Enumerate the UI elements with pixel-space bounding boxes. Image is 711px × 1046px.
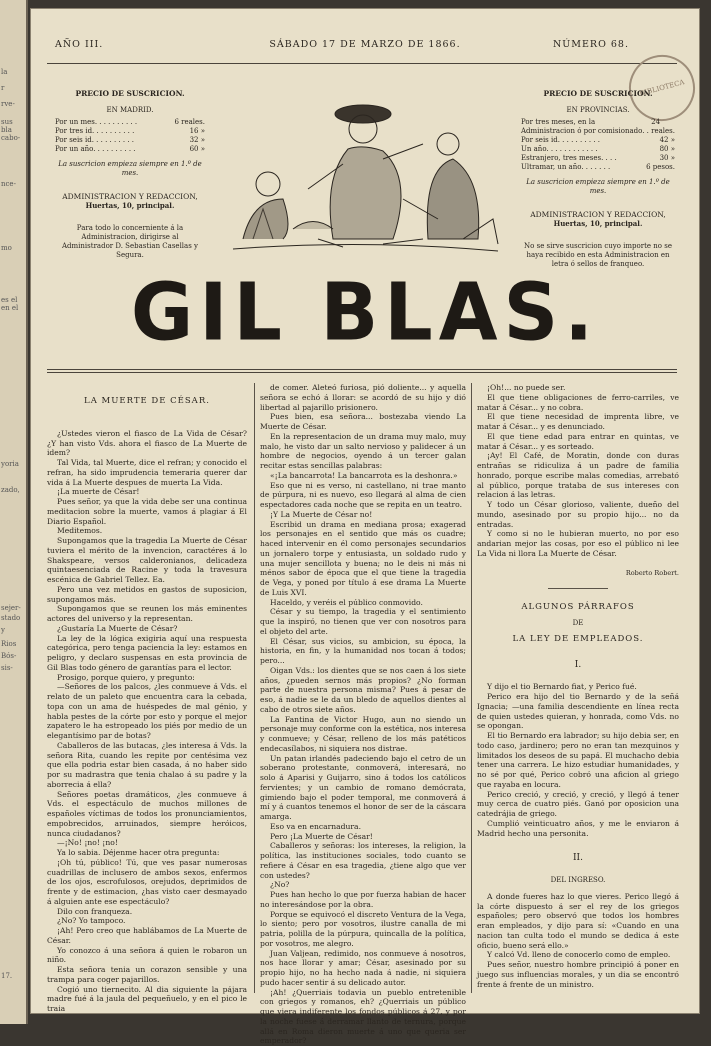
article-paragraph: «¡La bancarrota! La bancarrota es la deshonra.» [260, 471, 466, 481]
article-paragraph: de comer. Aleteó furiosa, pió doliente... y aquella señora se echó á llorar: se acordó de su hijo y dió libertad al pajarillo prisionero. [260, 383, 466, 412]
masthead-illustration [223, 89, 505, 257]
article-paragraph: Meditemos. [47, 526, 247, 536]
article-paragraph: Yo conozco á una señora á quien le robaron un niño. [47, 946, 247, 966]
price-row [55, 136, 205, 145]
article-paragraph: Señores poetas dramáticos, ¿les conmueve á Vds. el espectáculo de muchos millones de españoles víctimas de todos los pronunciamientos, empobrecidos, arruinados, siempre heróicos, nunca ciudadanos? [47, 790, 247, 839]
left-page-fragment: es el [1, 296, 17, 304]
subscription-region: EN PROVINCIAS. [521, 106, 675, 115]
article-paragraph: Pero ¡La Muerte de César! [260, 832, 466, 842]
article-paragraph: Eso va en encarnadura. [260, 822, 466, 832]
section-subheading: DEL INGRESO. [477, 876, 679, 886]
article-paragraph: Escribid un drama en mediana prosa; exagerad los personajes en el sentido que más os cuadre; haced intervenir en él como personajes secundarios un jornalero torpe y entusiasta, un soldado rudo y una mujer sencillota y buena; no le deis ni más ni ménos sabor de época que el que tiene la tragedia de Vega, y poned por título á ese drama La Muerte de Luis XVI. [260, 520, 466, 598]
price-row [55, 127, 205, 136]
article-paragraph: ¿No? [260, 880, 466, 890]
subscription-title: PRECIO DE SUSCRICION. [521, 89, 675, 98]
article-column-1 [47, 383, 247, 995]
left-page-fragment: y [1, 626, 5, 634]
article-paragraph: El que tiene edad para entrar en quintas, ve matar á César... y es sorteado. [477, 432, 679, 452]
price-period: Por tres id. . . . . . . . . . [55, 127, 134, 136]
article-paragraph: Supongamos que la tragedia La Muerte de César tuviera el mérito de la invencion, caractéres á lo Shakspeare, versos calderonianos, delicadeza quintaesenciada de Racine y toda la travesura escénica de Gabriel Tellez. Ea. [47, 536, 247, 585]
price-amount: 6 pesos. [646, 163, 675, 172]
price-period: Por un mes. . . . . . . . . . [55, 118, 137, 127]
price-row [55, 145, 205, 154]
article-paragraph: El que tiene obligaciones de ferro-carriles, ve matar á César... y no cobra. [477, 393, 679, 413]
price-period: Por un año. . . . . . . . . . [55, 145, 136, 154]
subscription-box-madrid [55, 89, 205, 260]
left-page-fragment: r [1, 84, 4, 92]
left-page-fragment: zado, [1, 486, 20, 494]
column-divider [471, 383, 472, 993]
left-page-fragment: la [1, 68, 7, 76]
left-page-fragment: 17. [1, 972, 12, 980]
price-period: Por seis id. . . . . . . . . . [55, 136, 134, 145]
left-page-fragment: cabo- [1, 134, 20, 142]
left-page-fragment: Rios [1, 640, 16, 648]
article-paragraph: —Señores de los palcos, ¿les conmueve á Vds. el relato de un paleto que encuentra cara la cebada, topa con un ama de huéspedes de mal génio, y habla pestes de la córte por esto y porque el mejor zapatero le ha estropeado los piés por medio de un elegantísimo par de botas? [47, 682, 247, 741]
price-row [521, 145, 675, 154]
article-paragraph: Pues han hecho lo que por fuerza habian de hacer no interesándose por la obra. [260, 890, 466, 910]
article-paragraph: César y su tiempo, la tragedia y el sentimiento que la inspiró, no tienen que ver con nosotros para el objeto del arte. [260, 607, 466, 636]
price-period: Un año. . . . . . . . . . . . [521, 145, 598, 154]
article-paragraph: ¡Oh!... no puede ser. [477, 383, 679, 393]
article-paragraph: ¡Y La Muerte de César no! [260, 510, 466, 520]
article-paragraph: Prosigo, porque quiero, y pregunto: [47, 673, 247, 683]
left-page-fragment: nce- [1, 180, 16, 188]
price-amount: 16 » [190, 127, 205, 136]
price-row [521, 163, 675, 172]
article-paragraph: —¡No! ¡no! ¡no! [47, 838, 247, 848]
price-row [55, 118, 205, 127]
article-paragraph: La Fantina de Victor Hugo, aun no siendo un personaje muy conforme con la estética, nos interesa y conmueve; y César, relleno de los más patéticos endecasílabos, ni siquiera nos distrae. [260, 715, 466, 754]
section-rule [548, 588, 608, 589]
column-divider [254, 383, 255, 993]
issue-year: AÑO III. [55, 39, 103, 50]
article-paragraph: Pues señor, nuestro hombre principió á poner en juego sus influencias morales, y un dia se encontró frente á frente de un ministro. [477, 960, 679, 989]
header-rule [47, 63, 677, 64]
left-page-fragment: Bós- [1, 652, 16, 660]
price-period: Por seis id. . . . . . . . . . [521, 136, 600, 145]
administration-address: Huertas, 10, principal. [55, 201, 205, 210]
left-page-fragment: mo [1, 244, 12, 252]
article-paragraph: Supongamos que se reunen los más eminentes actores del universo y la representan. [47, 604, 247, 624]
article-column-2 [260, 383, 466, 995]
price-amount: 24 reales. [651, 118, 675, 136]
article-paragraph: Tal Vida, tal Muerte, dice el refran; y conocido el refran, ha sido imprudencia temeraria querer dar vida á La Muerte despues de muerta La Vida. [47, 458, 247, 487]
article-paragraph: La ley de la lógica exigiria aquí una respuesta categórica, pero tenga paciencia la ley: estamos en peligro, y declaro suspensas en esta provincia de Gil Blas todo género de garantías para el lector. [47, 634, 247, 673]
article-heading-connector: DE [477, 619, 679, 629]
price-amount: 30 » [660, 154, 675, 163]
left-page-fragment: en el [1, 304, 18, 312]
article-paragraph: Caballeros de las butacas, ¿les interesa á Vds. la señora Rita, cuando les repite por centésima vez que ella podria estar bien casada, á no haber sido por su madrastra que tenia chalao á su padre y la aborrecia á ella? [47, 741, 247, 790]
article-paragraph: Caballeros y señoras: los intereses, la religion, la política, las instituciones sociales, todo cuanto se refiere á César en esa tragedia, ¿tiene algo que ver con ustedes? [260, 841, 466, 880]
price-amount: 42 » [660, 136, 675, 145]
article-paragraph: ¡Ah! ¿Querriais todavia un pueblo entretenible con griegos y romanos, eh? ¿Querriais un público que viera indiferente los fondos públicos á 27, y por la noche fuese á derramar llanto de ternura, porque allá en Roma dieron muerte á uno que queria ser emperador? [260, 988, 466, 1046]
administration-address: Huertas, 10, principal. [521, 219, 675, 228]
article-heading: ALGUNOS PÁRRAFOS [477, 603, 679, 613]
subscription-condition: La suscricion empieza siempre en 1.º de mes. [521, 178, 675, 196]
article-paragraph: ¡Ay! El Café, de Moratin, donde con duras entrañas se ridiculiza á un padre de familia honrado, porque escribe malas comedias, arrebató al público, porque trataba de sus intereses con relacion á las letras. [477, 451, 679, 500]
article-heading: LA MUERTE DE CÉSAR. [47, 397, 247, 407]
article-paragraph: Y dijo el tio Bernardo fiat, y Perico fué. [477, 682, 679, 692]
subscription-region: EN MADRID. [55, 106, 205, 115]
article-paragraph: ¿Gustaría La Muerte de César? [47, 624, 247, 634]
article-heading: LA LEY DE EMPLEADOS. [477, 635, 679, 645]
library-stamp: BIBLIOTECA [622, 48, 703, 129]
article-paragraph: ¡Oh tú, público! Tú, que ves pasar numerosas cuadrillas de inclusero de ambos sexos, enfermos de los ojos, escrofulosos, orejudos, deprimidos de frente y de estimacion, ¿has visto caer desmayado á alguien ante ese espectáculo? [47, 858, 247, 907]
issue-date: SÁBADO 17 DE MARZO DE 1866. [31, 39, 699, 50]
price-amount: 32 » [190, 136, 205, 145]
adjacent-page-edge [0, 0, 28, 1024]
left-page-fragment: bla [1, 126, 12, 134]
price-period: Estranjero, tres meses. . . . [521, 154, 617, 163]
price-amount: 80 » [660, 145, 675, 154]
administration-label: ADMINISTRACION Y REDACCION, [55, 192, 205, 201]
article-paragraph: El tio Bernardo era labrador; su hijo debia ser, en todo caso, jardinero; pero no eran tan mezquinos y limitados los deseos de su papá. El muchacho debia tener una carrera. Le hizo estudiar humanidades, y no sé por qué, Perico cobró una aficion al griego que rayaba en locura. [477, 731, 679, 790]
article-paragraph: Porque se equivocó el discreto Ventura de la Vega, lo siento; pero por vosotros, ilustre canalla de mi patria, polilla de la púrpura, quincalla de la política, por vosotros, me alegro. [260, 910, 466, 949]
subscription-box-provinces [521, 89, 675, 269]
price-amount: 6 reales. [174, 118, 205, 127]
left-page-fragment: yoria [1, 460, 19, 468]
article-paragraph: En la representacion de un drama muy malo, muy malo, he visto dar un salto nervioso y palidecer á un hombre de negocios, oyendo á un tercer galan recitar estas sencillas palabras: [260, 432, 466, 471]
article-paragraph: ¿Ustedes vieron el fiasco de La Vida de César? ¿Y han visto Vds. ahora el fiasco de La Muerte de idem? [47, 429, 247, 458]
title-rule-double [47, 372, 677, 373]
subscription-condition: La suscricion empieza siempre en 1.º de mes. [55, 160, 205, 178]
price-row [521, 118, 675, 136]
subscription-title: PRECIO DE SUSCRICION. [55, 89, 205, 98]
article-paragraph: Y calcó Vd. lleno de conocerlo como de empleo. [477, 950, 679, 960]
left-page-fragment: stado [1, 614, 20, 622]
article-paragraph: Haceldo, y veréis el público conmovido. [260, 598, 466, 608]
article-paragraph: ¡Ah! Pero creo que hablábamos de La Muerte de César. [47, 926, 247, 946]
price-period: Ultramar, un año. . . . . . . [521, 163, 610, 172]
article-paragraph: Perico creció, y creció, y creció, y llegó á tener muy cerca de cuatro piés. Ganó por oposicion una catedrájia de griego. [477, 790, 679, 819]
newspaper-title: GIL BLAS. [31, 265, 699, 358]
article-paragraph: Pero una vez metidos en gastos de suposicion, supongamos más. [47, 585, 247, 605]
administration-label: ADMINISTRACION Y REDACCION, [521, 210, 675, 219]
title-rule [47, 369, 677, 370]
article-paragraph: ¿No? Yo tampoco. [47, 916, 247, 926]
left-page-fragment: rve- [1, 100, 15, 108]
article-paragraph: Cumplió veinticuatro años, y me le enviaron á Madrid hecho una personita. [477, 819, 679, 839]
price-row [521, 136, 675, 145]
left-page-fragment: sis- [1, 664, 13, 672]
article-column-3 [477, 383, 679, 995]
article-paragraph: Cogió uno tiernecito. Al dia siguiente la pájara madre fué á la jaula del pequeñuelo, y en el pico le traia [47, 985, 247, 1014]
administration-note: No se sirve suscricion cuyo importe no se haya recibido en esta Administracion en letra ó sellos de franqueo. [521, 242, 675, 269]
article-paragraph: Y como si no le hubieran muerto, no por eso andarian mejor las cosas, por eso el público ni lee La Vida ni llora La Muerte de César. [477, 529, 679, 558]
article-paragraph: A donde fueres haz lo que vieres. Perico llegó á la córte dispuesto á ser el rey de los griegos españoles; pero observó que todos los hombres eran empleados, y dijo para sí: «Cuando en una nacion tan culta todo el mundo se dedica á este oficio, bueno será ello.» [477, 892, 679, 951]
article-paragraph: Perico era hijo del tio Bernardo y de la señá Ignacia; —una familia descendiente en línea recta de quien ustedes quieran, y honrada, como Vds. no se opongan. [477, 692, 679, 731]
article-paragraph: El César, sus vicios, su ambicion, su época, la historia, en fin, y la humanidad nos tocan á todos; pero... [260, 637, 466, 666]
price-amount: 60 » [190, 145, 205, 154]
administration-note: Para todo lo concerniente á la Administracion, dirigirse al Administrador D. Sebastian Casellas y Segura. [55, 224, 205, 260]
section-number: II. [477, 854, 679, 864]
section-number: I. [477, 661, 679, 671]
article-paragraph: Esta señora tenia un corazon sensible y una trampa para coger pajarillos. [47, 965, 247, 985]
article-paragraph: Pues señor, ya que la vida debe ser una continua meditacion sobre la muerte, vamos á plagiar á El Diario Español. [47, 497, 247, 526]
article-paragraph: Ya lo sabia. Déjenme hacer otra pregunta: [47, 848, 247, 858]
article-paragraph: Pues bien, esa señora... bostezaba viendo La Muerte de César. [260, 412, 466, 432]
article-paragraph: Juan Valjean, redimido, nos conmueve á nosotros, nos hace llorar y amar; César, asesinado por su propio hijo, no ha hecho nada á nadie, ni siquiera pudo hacer sentir á su delicado autor. [260, 949, 466, 988]
article-signature: Roberto Robert. [477, 569, 679, 579]
article-paragraph: Un patan irlandés padeciendo bajo el cetro de un soberano protestante, conmoverá, interesará, no solo á Aparisi y Guijarro, sino á todos los católicos fervientes; y un cambio de romano demócrata, gimiendo bajo el poder temporal, me conmoverá á mí y á cuantos tenemos el honor de ser de la cáscara amarga. [260, 754, 466, 822]
article-paragraph: Dilo con franqueza. [47, 907, 247, 917]
article-paragraph: El que tiene necesidad de imprenta libre, ve matar á César... y es denunciado. [477, 412, 679, 432]
article-paragraph: Y todo un César glorioso, valiente, dueño del mundo, asesinado por su propio hijo... no da entradas. [477, 500, 679, 529]
article-paragraph: ¡La muerte de César! [47, 487, 247, 497]
newspaper-page [30, 8, 700, 1014]
price-period: Por tres meses, en la Administracion ó por comisionado. . [521, 118, 651, 136]
left-page-fragment: sejer- [1, 604, 21, 612]
article-paragraph: Eso que ni es verso, ni castellano, ni trae manto de púrpura, ni es nuevo, eso llegará al alma de cien espectadores cada noche que se repita en un teatro. [260, 481, 466, 510]
article-paragraph: Oigan Vds.: los dientes que se nos caen á los siete años, ¿pueden sernos más propios? ¿No forman parte de nuestra persona misma? Pues á pesar de eso, á nadie se le da un bledo de aquellos dientes al cabo de otros siete años. [260, 666, 466, 715]
issue-number: NÚMERO 68. [553, 39, 629, 50]
left-page-fragment: sus [1, 118, 13, 126]
price-row [521, 154, 675, 163]
